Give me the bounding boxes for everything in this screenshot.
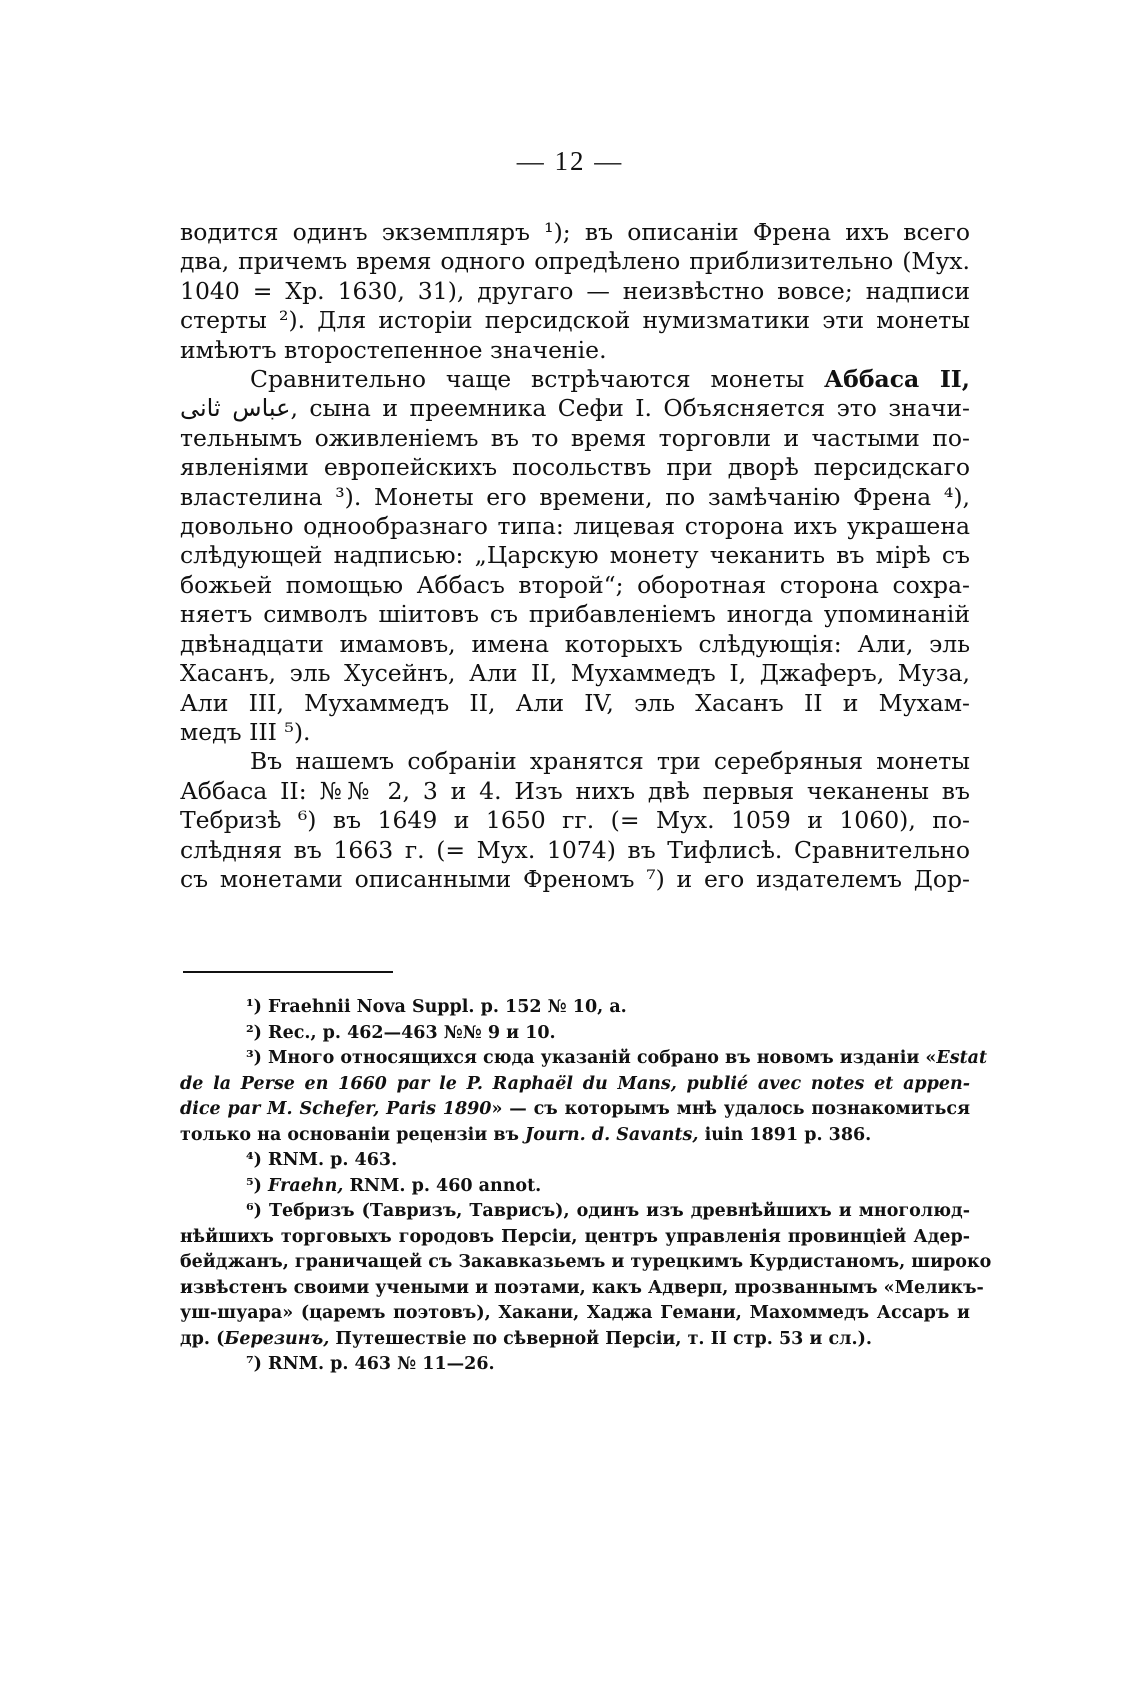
- arabic-inscription: عباس ثانى: [180, 394, 291, 423]
- footnote-6: [180, 1199, 992, 1352]
- text-line: медъ III ⁵).: [180, 717, 311, 746]
- footnotes: [180, 995, 992, 1378]
- text-line: съ монетами описанными Френомъ ⁷) и его издателемъ Дор-: [180, 864, 970, 893]
- text-line: довольно однообразнаго типа: лицевая сторона ихъ украшена: [180, 512, 970, 541]
- text-line: няетъ символъ шіитовъ съ прибавленіемъ иногда упоминаній: [180, 600, 970, 629]
- text-line: властелина ³). Монеты его времени, по замѣчанію Френа ⁴),: [180, 482, 970, 511]
- italic-title: de la Perse en 1660 par le P. Raphaël du Mans, publié avec notes et appen-: [180, 1073, 970, 1094]
- text-line: божьей помощью Аббасъ второй“; оборотная сторона сохра-: [180, 570, 970, 599]
- text-segment: др. (: [180, 1328, 225, 1349]
- text-line: Хасанъ, эль Хусейнъ, Али II, Мухаммедъ I, Джаферъ, Муза,: [180, 659, 970, 688]
- text-segment: iuin 1891 p. 386.: [698, 1124, 872, 1145]
- italic-author: Fraehn,: [268, 1175, 344, 1196]
- paragraph-1: [180, 218, 970, 365]
- footnote-line: [180, 1072, 970, 1098]
- text-segment: » — съ которымъ мнѣ удалось познакомиться: [491, 1099, 971, 1119]
- footnote-line: [180, 1123, 970, 1149]
- text-line: [180, 365, 970, 394]
- text-line: водится одинъ экземпляръ ¹); въ описаніи Френа ихъ всего: [180, 218, 970, 246]
- footnote-line: извѣстенъ своими учеными и поэтами, какъ Адверп, прозваннымъ «Меликъ-: [180, 1277, 984, 1298]
- text-line: Тебризѣ ⁶) въ 1649 и 1650 гг. (= Мух. 1059 и 1060), по-: [180, 806, 970, 835]
- footnote-7: ⁷) RNM. p. 463 № 11—26.: [246, 1354, 495, 1374]
- text-line: тельнымъ оживленіемъ въ то время торговли и частыми по-: [180, 423, 970, 452]
- text-line: явленіями европейскихъ посольствъ при дворѣ персидскаго: [180, 453, 970, 482]
- footnote-line: нѣйшихъ торговыхъ городовъ Персіи, центръ управленія провинціей Адер-: [180, 1226, 970, 1247]
- ruler-name: Аббаса II,: [824, 365, 970, 394]
- text-segment: только на основаніи рецензіи въ: [180, 1124, 526, 1145]
- text-line: стерты ²). Для исторіи персидской нумизматики эти монеты: [180, 306, 970, 335]
- footnote-line: ⁶) Тебризъ (Тавризъ, Таврисъ), одинъ изъ древнѣйшихъ и многолюд-: [246, 1201, 970, 1221]
- text-line: 1040 = Хр. 1630, 31), другаго — неизвѣстно вовсе; надписи: [180, 276, 970, 305]
- paragraph-2: [180, 365, 970, 747]
- footnote-line: уш-шуара» (царемъ поэтовъ), Хакани, Хаджа Гемани, Махоммедъ Ассаръ и: [180, 1303, 970, 1323]
- italic-author: Березинъ,: [224, 1328, 330, 1349]
- text-segment: ³) Много относящихся сюда указаній собрано въ новомъ изданіи «: [246, 1048, 937, 1068]
- text-line: два, причемъ время одного опредѣлено приблизительно (Мух.: [180, 247, 970, 276]
- footnote-3: [180, 1046, 988, 1148]
- italic-title: Estat: [936, 1048, 988, 1068]
- footnote-divider: [183, 971, 393, 973]
- text-line: Аббаса II: №№ 2, 3 и 4. Изъ нихъ двѣ первыя чеканены въ: [180, 776, 970, 805]
- footnote-line: [180, 1327, 970, 1353]
- main-text: [180, 218, 970, 894]
- footnote-1: ¹) Fraehnii Nova Suppl. p. 152 № 10, a.: [246, 997, 627, 1017]
- italic-journal: Journ. d. Savants,: [525, 1124, 699, 1145]
- paragraph-3: [180, 747, 970, 894]
- footnote-line: [180, 1046, 988, 1072]
- text-line: Въ нашемъ собраніи хранятся три серебряныя монеты: [250, 747, 970, 776]
- footnote-4: ⁴) RNM. p. 463.: [246, 1150, 398, 1170]
- text-segment: Путешествіе по сѣверной Персіи, т. II стр. 53 и сл.).: [329, 1328, 872, 1349]
- text-segment: , сына и преемника Сефи I. Объясняется это значи-: [290, 394, 970, 423]
- footnote-line: бейджанъ, граничащей съ Закавказьемъ и турецкимъ Курдистаномъ, широко: [180, 1252, 992, 1272]
- text-line: Али III, Мухаммедъ II, Али IV, эль Хасанъ II и Мухам-: [180, 688, 970, 717]
- page-number: — 12 —: [516, 146, 624, 176]
- text-segment: Сравнительно чаще встрѣчаются монеты: [250, 365, 825, 394]
- footnote-line: [180, 1097, 970, 1123]
- text-line: [180, 394, 970, 423]
- footnote-5: [180, 1174, 970, 1200]
- text-line: имѣютъ второстепенное значеніе.: [180, 335, 607, 364]
- text-line: слѣдующей надписью: „Царскую монету чеканить въ мірѣ съ: [180, 541, 970, 570]
- text-segment: ⁵): [246, 1175, 269, 1196]
- text-line: слѣдняя въ 1663 г. (= Мух. 1074) въ Тифлисѣ. Сравнительно: [180, 835, 970, 864]
- footnote-2: ²) Rec., p. 462—463 №№ 9 и 10.: [246, 1022, 556, 1043]
- italic-title: dice par M. Schefer, Paris 1890: [180, 1099, 492, 1119]
- text-line: двѣнадцати имамовъ, имена которыхъ слѣдующія: Али, эль: [180, 629, 970, 658]
- text-segment: RNM. p. 460 annot.: [343, 1175, 542, 1196]
